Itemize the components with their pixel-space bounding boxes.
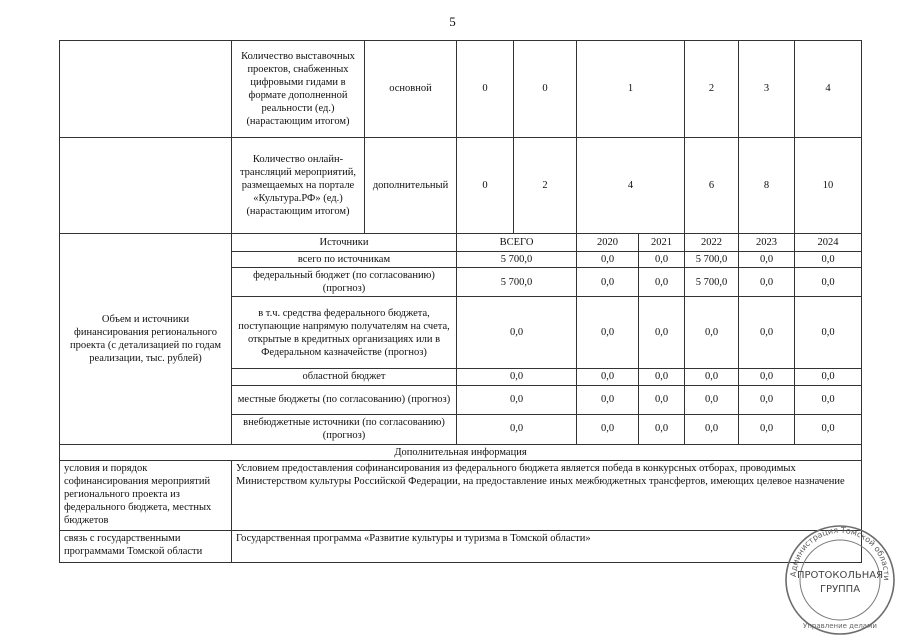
funding-source: внебюджетные источники (по согласованию) (прогноз) — [232, 414, 457, 444]
stamp-inner-line1: ПРОТОКОЛЬНАЯ — [796, 570, 884, 581]
funding-year-header: 2022 — [685, 234, 739, 252]
funding-year-header: 2023 — [739, 234, 795, 252]
funding-year-value: 0,0 — [795, 268, 862, 297]
funding-total: 0,0 — [457, 385, 577, 414]
page-number: 5 — [449, 14, 456, 29]
funding-year-value: 0,0 — [639, 268, 685, 297]
funding-total: 5 700,0 — [457, 268, 577, 297]
funding-year-value: 0,0 — [795, 297, 862, 369]
funding-year-value: 0,0 — [639, 369, 685, 385]
indicator-value: 8 — [739, 138, 795, 234]
funding-label: Объем и источники финансирования регионального проекта (с детализацией по годам реализации, тыс. рублей) — [60, 234, 232, 445]
indicator-value: 0 — [457, 41, 514, 138]
funding-year-value: 5 700,0 — [685, 252, 739, 268]
funding-source: областной бюджет — [232, 369, 457, 385]
funding-source: федеральный бюджет (по согласованию) (прогноз) — [232, 268, 457, 297]
indicator-row — [60, 138, 862, 234]
project-passport-table — [59, 40, 862, 563]
funding-year-value: 0,0 — [739, 414, 795, 444]
official-stamp — [780, 520, 900, 640]
empty-cell — [60, 138, 232, 234]
funding-year-value: 0,0 — [795, 385, 862, 414]
empty-cell — [60, 41, 232, 138]
funding-year-value: 0,0 — [739, 252, 795, 268]
program-link-text: Государственная программа «Развитие культуры и туризма в Томской области» — [232, 530, 862, 562]
funding-year-header: 2024 — [795, 234, 862, 252]
indicator-value: 1 — [577, 41, 685, 138]
additional-info-row — [60, 530, 862, 562]
funding-year-value: 0,0 — [685, 369, 739, 385]
funding-year-value: 0,0 — [639, 252, 685, 268]
additional-info-row — [60, 460, 862, 530]
program-link-label: связь с государственными программами Томской области — [60, 530, 232, 562]
funding-year-value: 0,0 — [639, 385, 685, 414]
funding-total: 0,0 — [457, 414, 577, 444]
funding-year-value: 0,0 — [795, 252, 862, 268]
indicator-value: 0 — [514, 41, 577, 138]
indicator-value: 4 — [795, 41, 862, 138]
funding-year-value: 0,0 — [685, 385, 739, 414]
funding-year-value: 0,0 — [577, 252, 639, 268]
conditions-text: Условием предоставления софинансирования из федерального бюджета является победа в конкурсных отборах, проводимых Министерством культуры Российской Федерации, на предоставление иных межбюджетных трансфертов, имеющих целевое назначение — [232, 460, 862, 530]
stamp-bottom-text: Управление делами — [803, 622, 877, 630]
indicator-value: 3 — [739, 41, 795, 138]
stamp-inner-line2: ГРУППА — [819, 584, 861, 595]
funding-source: в т.ч. средства федерального бюджета, поступающие напрямую получателям на счета, открытые в кредитных организациях или в Федеральном казначействе (прогноз) — [232, 297, 457, 369]
additional-info-header: Дополнительная информация — [60, 444, 862, 460]
indicator-value: 10 — [795, 138, 862, 234]
indicator-type: основной — [365, 41, 457, 138]
conditions-label: условия и порядок софинансирования мероприятий регионального проекта из федерального бюджета, местных бюджетов — [60, 460, 232, 530]
indicator-row — [60, 41, 862, 138]
funding-year-header: 2020 — [577, 234, 639, 252]
funding-total: 5 700,0 — [457, 252, 577, 268]
funding-year-value: 0,0 — [639, 414, 685, 444]
funding-year-value: 0,0 — [577, 369, 639, 385]
funding-year-value: 0,0 — [739, 369, 795, 385]
funding-year-value: 0,0 — [739, 385, 795, 414]
funding-total: 0,0 — [457, 297, 577, 369]
funding-year-value: 0,0 — [795, 369, 862, 385]
indicator-name: Количество выставочных проектов, снабженных цифровыми гидами в формате дополненной реальности (ед.) (нарастающим итогом) — [232, 41, 365, 138]
indicator-value: 6 — [685, 138, 739, 234]
funding-total-header: ВСЕГО — [457, 234, 577, 252]
funding-source: всего по источникам — [232, 252, 457, 268]
stamp-outer-text: Администрация Томской области — [788, 525, 892, 581]
funding-source: местные бюджеты (по согласованию) (прогноз) — [232, 385, 457, 414]
indicator-value: 2 — [514, 138, 577, 234]
funding-year-value: 0,0 — [577, 385, 639, 414]
indicator-name: Количество онлайн-трансляций мероприятий, размещаемых на портале «Культура.РФ» (ед.) (нарастающим итогом) — [232, 138, 365, 234]
funding-year-value: 0,0 — [577, 414, 639, 444]
indicator-value: 2 — [685, 41, 739, 138]
funding-year-value: 5 700,0 — [685, 268, 739, 297]
funding-year-value: 0,0 — [739, 268, 795, 297]
funding-year-header: 2021 — [639, 234, 685, 252]
funding-year-value: 0,0 — [685, 297, 739, 369]
indicator-value: 4 — [577, 138, 685, 234]
funding-year-value: 0,0 — [577, 297, 639, 369]
additional-info-header-row — [60, 444, 862, 460]
funding-total: 0,0 — [457, 369, 577, 385]
funding-year-value: 0,0 — [685, 414, 739, 444]
funding-year-value: 0,0 — [639, 297, 685, 369]
funding-year-value: 0,0 — [795, 414, 862, 444]
funding-year-value: 0,0 — [739, 297, 795, 369]
funding-header-row — [60, 234, 862, 252]
indicator-type: дополнительный — [365, 138, 457, 234]
funding-year-value: 0,0 — [577, 268, 639, 297]
funding-sources-header: Источники — [232, 234, 457, 252]
indicator-value: 0 — [457, 138, 514, 234]
